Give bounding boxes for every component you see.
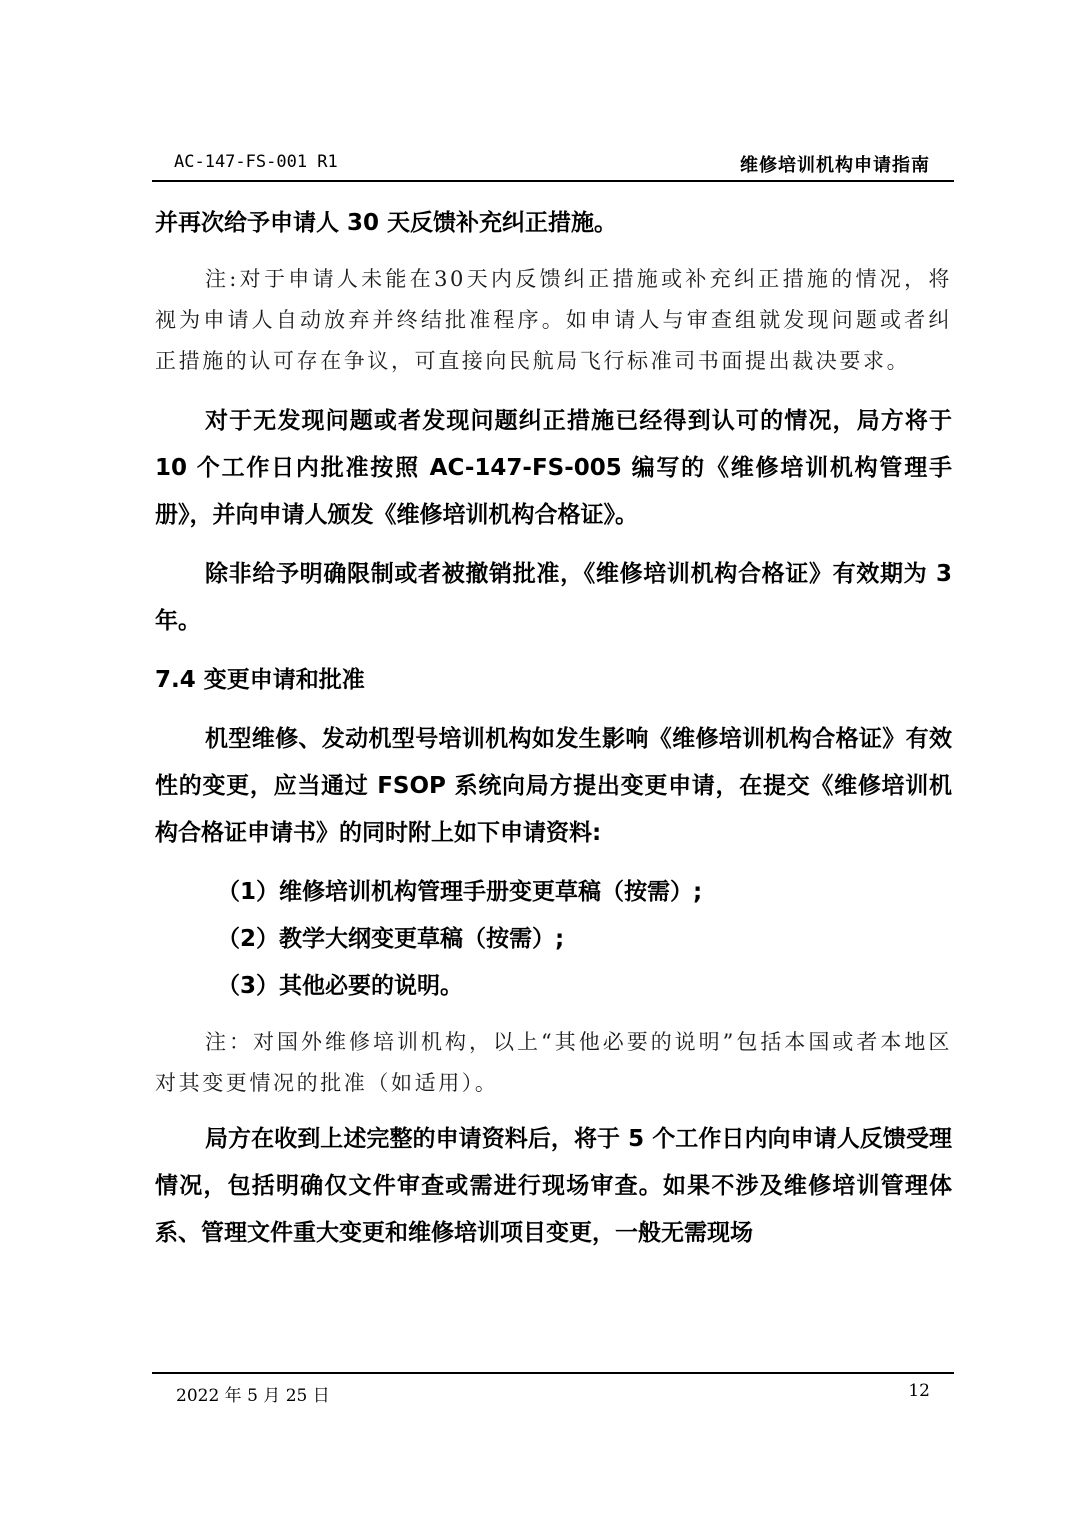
document-title: 维修培训机构申请指南 [740,155,930,176]
note-paragraph: 注：对国外维修培训机构，以上“其他必要的说明”包括本国或者本地区对其变更情况的批准（如适用）。 [155,1030,952,1095]
page-footer [152,1372,954,1410]
page-content [155,200,952,1257]
paragraph-continuation: 并再次给予申请人 30 天反馈补充纠正措施。 [155,210,618,236]
paragraph-acceptance: 局方在收到上述完整的申请资料后，将于 5 个工作日内向申请人反馈受理情况，包括明确仅文件审查或需进行现场审查。如果不涉及维修培训管理体系、管理文件重大变更和维修培训项目变更，一般无需现场 [155,1126,952,1246]
list-item: （2）教学大纲变更草稿（按需）; [217,926,565,952]
paragraph-validity: 除非给予明确限制或者被撤销批准，《维修培训机构合格证》有效期为 3 年。 [155,561,952,634]
page-number: 12 [908,1381,930,1401]
list-item: （1）维修培训机构管理手册变更草稿（按需）; [217,879,703,905]
document-code: AC-147-FS-001 R1 [174,152,338,172]
section-heading: 7.4 变更申请和批准 [155,667,365,693]
note-paragraph: 注:对于申请人未能在30天内反馈纠正措施或补充纠正措施的情况，将视为申请人自动放弃并终结批准程序。如申请人与审查组就发现问题或者纠正措施的认可存在争议，可直接向民航局飞行标准司书面提出裁决要求。 [155,267,952,373]
page-header [152,150,954,182]
footer-date: 2022 年 5 月 25 日 [176,1386,330,1406]
list-item: （3）其他必要的说明。 [217,973,464,999]
paragraph-change-application: 机型维修、发动机型号培训机构如发生影响《维修培训机构合格证》有效性的变更，应当通过 FSOP 系统向局方提出变更申请，在提交《维修培训机构合格证申请书》的同时附上如下申请资料: [155,726,952,846]
paragraph-approval: 对于无发现问题或者发现问题纠正措施已经得到认可的情况，局方将于 10 个工作日内批准按照 AC-147-FS-005 编写的《维修培训机构管理手册》，并向申请人颁发《维修培训机构合格证》。 [155,408,952,528]
